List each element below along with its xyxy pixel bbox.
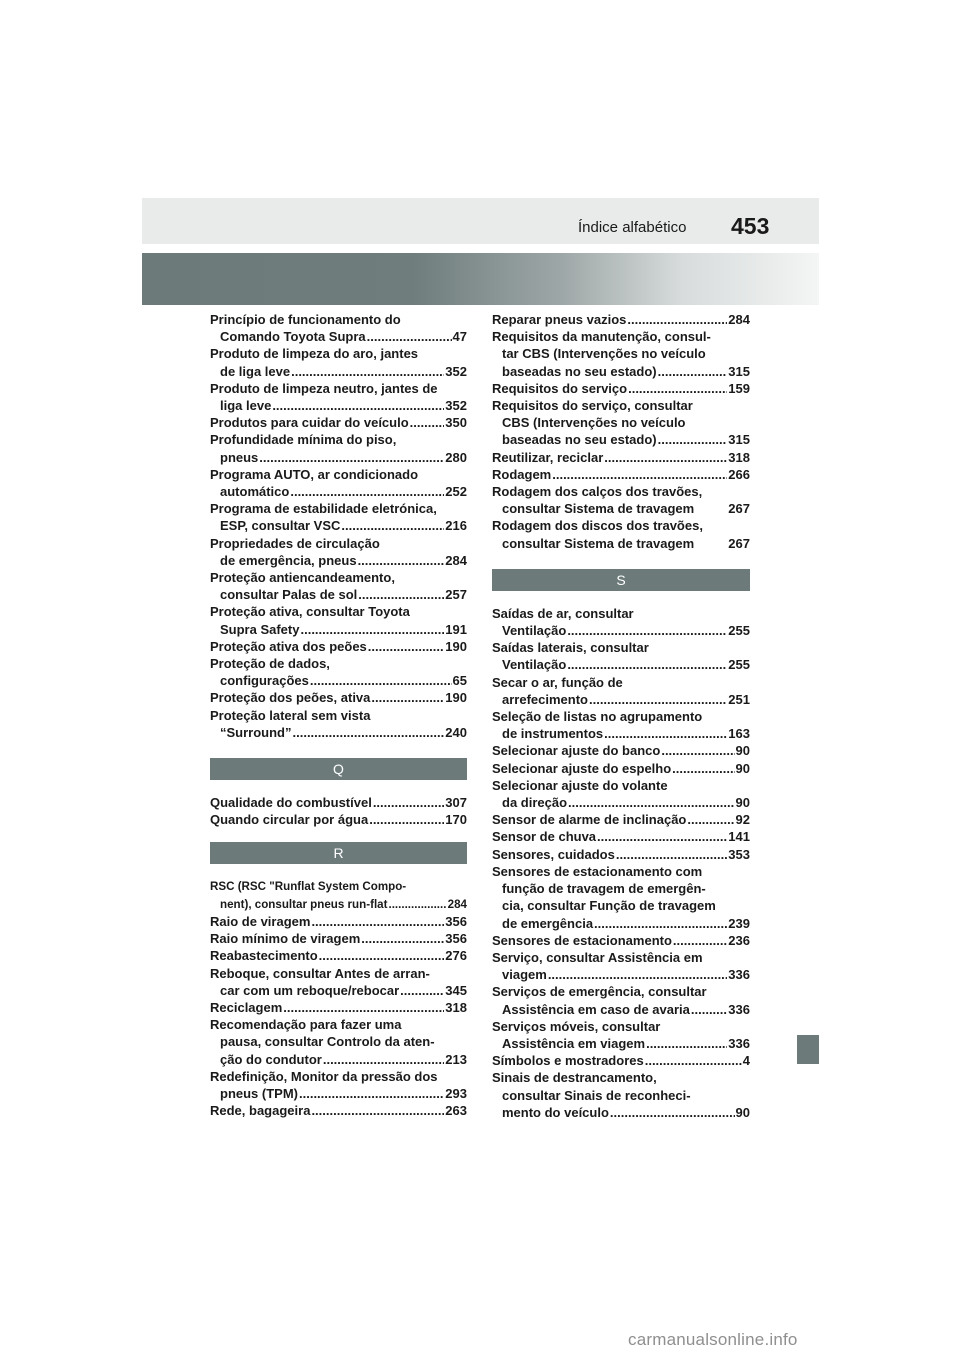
page-number: 453: [731, 213, 770, 239]
entry-term: consultar Sistema de travagem: [502, 501, 695, 517]
entry-term: Supra Safety: [220, 621, 300, 637]
index-entry: [210, 689, 467, 706]
entry-term: RSC (RSC "Runflat System Compo-: [210, 880, 407, 894]
index-entry: [492, 949, 750, 983]
leader-dots: [658, 363, 728, 380]
entry-page-number: 251: [728, 691, 750, 707]
entry-term: consultar Sistema de travagem: [502, 535, 695, 551]
leader-dots: [672, 760, 734, 777]
entry-term: Ventilação: [502, 623, 567, 639]
entry-term: Seleção de listas no agrupamento: [492, 709, 703, 725]
entry-term: Produto de limpeza do aro, jantes: [210, 346, 419, 362]
entry-term: Rodagem: [492, 466, 552, 482]
leader-dots: [691, 1001, 727, 1018]
index-entry: [210, 569, 467, 603]
entry-term: de emergência, pneus: [220, 552, 357, 568]
entry-term: Sensores, cuidados: [492, 846, 615, 862]
index-entry: [210, 930, 467, 947]
leader-dots: [319, 947, 445, 964]
index-entry: [210, 345, 467, 379]
entry-term: Rede, bagageira: [210, 1103, 311, 1119]
entry-page-number: 90: [735, 795, 750, 811]
index-entry: [492, 517, 750, 551]
leader-dots: [291, 363, 444, 380]
index-entry: [210, 913, 467, 930]
entry-term: viagem: [502, 967, 547, 983]
entry-term: Proteção antiencandeamento,: [210, 570, 395, 586]
leader-dots: [658, 431, 728, 448]
index-entry: [492, 605, 750, 639]
entry-term: da direção: [502, 795, 568, 811]
entry-term: liga leve: [220, 398, 272, 414]
index-entry: [210, 811, 467, 828]
leader-dots: [293, 724, 445, 741]
entry-page-number: 216: [445, 518, 467, 534]
chapter-side-tab: [797, 1035, 819, 1064]
leader-dots: [687, 811, 734, 828]
index-entry: [492, 1018, 750, 1052]
entry-term: Assistência em viagem: [502, 1035, 646, 1051]
entry-page-number: 266: [728, 466, 750, 482]
entry-term: baseadas no seu estado): [502, 432, 657, 448]
leader-dots: [341, 517, 444, 534]
index-list-r: [210, 878, 467, 1119]
index-entry: [492, 828, 750, 845]
index-entry: [210, 466, 467, 500]
entry-term: CBS (Intervenções no veículo: [502, 415, 686, 431]
entry-page-number: 141: [728, 829, 750, 845]
leader-dots: [299, 1085, 444, 1102]
index-entry: [492, 674, 750, 708]
index-entry: [210, 794, 467, 811]
entry-term: Requisitos da manutenção, consul-: [492, 329, 711, 345]
entry-page-number: 267: [728, 535, 750, 551]
index-entry: [210, 603, 467, 637]
index-entry: [210, 707, 467, 741]
entry-term: de liga leve: [220, 363, 291, 379]
entry-term: Selecionar ajuste do espelho: [492, 760, 672, 776]
watermark: carmanualsonline.info: [628, 1330, 798, 1349]
entry-term: Programa AUTO, ar condicionado: [210, 466, 419, 482]
index-entry: [210, 311, 467, 345]
entry-page-number: 92: [735, 812, 750, 828]
entry-term: nent), consultar pneus run-flat: [220, 897, 388, 911]
entry-term: Requisitos do serviço, consultar: [492, 398, 693, 414]
index-entry: [492, 983, 750, 1017]
entry-term: Selecionar ajuste do banco: [492, 743, 661, 759]
entry-page-number: 350: [445, 415, 467, 431]
index-column-left: [210, 311, 467, 1119]
entry-term: Reutilizar, reciclar: [492, 449, 604, 465]
entry-page-number: 159: [728, 380, 750, 396]
entry-term: ção do condutor: [220, 1051, 322, 1067]
leader-dots: [627, 311, 727, 328]
entry-term: car com um reboque/rebocar: [220, 982, 400, 998]
entry-page-number: 356: [445, 913, 467, 929]
entry-term: Quando circular por água: [210, 812, 369, 828]
entry-page-number: 4: [742, 1053, 750, 1069]
entry-term: Requisitos do serviço: [492, 380, 628, 396]
entry-term: Comando Toyota Supra: [220, 329, 366, 345]
entry-term: mento do veículo: [502, 1104, 609, 1120]
entry-page-number: 255: [728, 623, 750, 639]
index-entry: [492, 708, 750, 742]
index-entry: [210, 655, 467, 689]
index-entry: [210, 414, 467, 431]
entry-term: Proteção ativa, consultar Toyota: [210, 604, 410, 620]
entry-page-number: 190: [445, 638, 467, 654]
leader-dots: [604, 449, 727, 466]
leader-dots: [410, 414, 445, 431]
entry-term: tar CBS (Intervenções no veículo: [502, 346, 706, 362]
entry-term: “Surround”: [220, 724, 292, 740]
leader-dots: [594, 915, 727, 932]
leader-dots: [283, 999, 444, 1016]
entry-term: consultar Palas de sol: [220, 587, 358, 603]
entry-term: baseadas no seu estado): [502, 363, 657, 379]
leader-dots: [388, 896, 446, 913]
entry-term: Redefinição, Monitor da pressão dos: [210, 1068, 438, 1084]
entry-page-number: 240: [445, 724, 467, 740]
index-entry: [210, 431, 467, 465]
entry-term: de emergência: [502, 915, 594, 931]
entry-term: Reciclagem: [210, 999, 283, 1015]
entry-term: Secar o ar, função de: [492, 674, 623, 690]
index-entry: [492, 639, 750, 673]
index-entry: [492, 311, 750, 328]
entry-page-number: 276: [445, 948, 467, 964]
leader-dots: [567, 622, 727, 639]
leader-dots: [311, 1102, 444, 1119]
leader-dots: [610, 1104, 735, 1121]
leader-dots: [361, 930, 444, 947]
entry-term: configurações: [220, 673, 309, 689]
entry-term: função de travagem de emergên-: [502, 881, 706, 897]
index-entry: [492, 483, 750, 517]
entry-page-number: 47: [452, 329, 467, 345]
index-entry: [492, 449, 750, 466]
entry-term: Símbolos e mostradores: [492, 1053, 644, 1069]
entry-page-number: 284: [447, 897, 467, 911]
entry-page-number: 318: [445, 999, 467, 1015]
entry-page-number: 315: [728, 363, 750, 379]
entry-page-number: 255: [728, 657, 750, 673]
entry-term: de instrumentos: [502, 726, 604, 742]
entry-page-number: 336: [728, 967, 750, 983]
entry-term: Sinais de destrancamento,: [492, 1070, 657, 1086]
entry-term: pneus (TPM): [220, 1085, 298, 1101]
index-entry: [492, 742, 750, 759]
section-gradient-band: [142, 253, 819, 305]
leader-dots: [272, 397, 444, 414]
index-entry: [210, 1102, 467, 1119]
page-title: Índice alfabético: [578, 219, 687, 236]
entry-term: Ventilação: [502, 657, 567, 673]
entry-term: Reabastecimento: [210, 948, 318, 964]
entry-term: Raio de viragem: [210, 913, 311, 929]
index-list-r-cont: [492, 311, 750, 552]
leader-dots: [597, 828, 727, 845]
leader-dots: [661, 742, 734, 759]
leader-dots: [367, 328, 452, 345]
entry-page-number: 318: [728, 449, 750, 465]
entry-page-number: 336: [728, 1035, 750, 1051]
index-entry: [210, 878, 467, 912]
entry-term: Rodagem dos calços dos travões,: [492, 484, 703, 500]
section-header-r: R: [210, 842, 467, 864]
index-entry: [210, 947, 467, 964]
entry-term: Qualidade do combustível: [210, 795, 372, 811]
entry-page-number: 236: [728, 932, 750, 948]
entry-term: Reboque, consultar Antes de arran-: [210, 965, 430, 981]
entry-page-number: 353: [728, 846, 750, 862]
index-entry: [210, 999, 467, 1016]
leader-dots: [673, 932, 727, 949]
entry-page-number: 356: [445, 931, 467, 947]
leader-dots: [323, 1051, 444, 1068]
index-entry: [492, 466, 750, 483]
entry-term: Reparar pneus vazios: [492, 312, 627, 327]
entry-page-number: 213: [445, 1051, 467, 1067]
leader-dots: [548, 966, 727, 983]
entry-page-number: 315: [728, 432, 750, 448]
leader-dots: [616, 846, 727, 863]
header-band: [142, 198, 819, 244]
leader-dots: [604, 725, 727, 742]
index-list-q: [210, 794, 467, 828]
leader-dots: [646, 1035, 727, 1052]
index-entry: [210, 500, 467, 534]
entry-term: Profundidade mínima do piso,: [210, 432, 397, 448]
leader-dots: [568, 794, 735, 811]
entry-term: Propriedades de circulação: [210, 535, 380, 551]
index-entry: [492, 1069, 750, 1121]
entry-page-number: 293: [445, 1085, 467, 1101]
entry-page-number: 336: [728, 1001, 750, 1017]
entry-term: Produto de limpeza neutro, jantes de: [210, 380, 438, 396]
index-list-p: [210, 311, 467, 741]
index-entry: [492, 328, 750, 380]
entry-term: ESP, consultar VSC: [220, 518, 341, 534]
index-entry: [492, 863, 750, 932]
entry-page-number: 90: [735, 1104, 750, 1120]
entry-page-number: 191: [445, 621, 467, 637]
index-entry: [210, 638, 467, 655]
leader-dots: [371, 689, 444, 706]
leader-dots: [400, 982, 444, 999]
index-entry: [210, 535, 467, 569]
entry-term: Selecionar ajuste do volante: [492, 777, 668, 793]
entry-term: consultar Sinais de reconheci-: [502, 1087, 691, 1103]
index-entry: [210, 965, 467, 999]
entry-term: Rodagem dos discos dos travões,: [492, 518, 703, 534]
index-entry: [492, 1052, 750, 1069]
index-entry: [492, 811, 750, 828]
entry-page-number: 280: [445, 449, 467, 465]
entry-term: Raio mínimo de viragem: [210, 931, 361, 947]
entry-page-number: 284: [728, 312, 750, 327]
leader-dots: [373, 794, 444, 811]
leader-dots: [552, 466, 727, 483]
leader-dots: [358, 552, 445, 569]
index-column-right: [492, 311, 750, 1121]
index-entry: [492, 932, 750, 949]
leader-dots: [645, 1052, 742, 1069]
entry-page-number: 352: [445, 398, 467, 414]
entry-term: Programa de estabilidade eletrónica,: [210, 501, 437, 517]
entry-term: Produtos para cuidar do veículo: [210, 415, 409, 431]
leader-dots: [300, 621, 444, 638]
leader-dots: [358, 586, 444, 603]
entry-page-number: 170: [445, 812, 467, 828]
entry-page-number: 267: [728, 501, 750, 517]
entry-page-number: 257: [445, 587, 467, 603]
entry-page-number: 90: [735, 743, 750, 759]
entry-page-number: 263: [445, 1103, 467, 1119]
entry-term: Serviços móveis, consultar: [492, 1018, 661, 1034]
leader-dots: [369, 811, 444, 828]
entry-term: Sensor de chuva: [492, 829, 597, 845]
entry-term: pausa, consultar Controlo da aten-: [220, 1034, 435, 1050]
index-entry: [492, 380, 750, 397]
index-entry: [492, 760, 750, 777]
entry-term: Proteção dos peões, ativa: [210, 690, 371, 706]
entry-term: Assistência em caso de avaria: [502, 1001, 690, 1017]
entry-term: Saídas laterais, consultar: [492, 640, 649, 656]
index-entry: [210, 1068, 467, 1102]
index-entry: [210, 380, 467, 414]
section-header-s: S: [492, 569, 750, 591]
leader-dots: [368, 638, 445, 655]
index-entry: [492, 397, 750, 449]
entry-page-number: 284: [445, 552, 467, 568]
entry-page-number: 90: [735, 760, 750, 776]
entry-term: Sensor de alarme de inclinação: [492, 812, 687, 828]
entry-term: Saídas de ar, consultar: [492, 605, 634, 621]
entry-page-number: 190: [445, 690, 467, 706]
entry-term: Serviços de emergência, consultar: [492, 984, 707, 1000]
leader-dots: [567, 656, 727, 673]
entry-page-number: 239: [728, 915, 750, 931]
leader-dots: [628, 380, 727, 397]
leader-dots: [290, 483, 444, 500]
entry-page-number: 65: [452, 673, 467, 689]
entry-term: Sensores de estacionamento com: [492, 863, 703, 879]
entry-term: cia, consultar Função de travagem: [502, 898, 716, 914]
section-header-q: Q: [210, 758, 467, 780]
entry-term: Proteção de dados,: [210, 656, 330, 672]
leader-dots: [589, 691, 727, 708]
entry-page-number: 163: [728, 726, 750, 742]
entry-page-number: 307: [445, 795, 467, 811]
entry-term: Sensores de estacionamento: [492, 932, 672, 948]
entry-term: pneus: [220, 449, 259, 465]
entry-page-number: 345: [445, 982, 467, 998]
entry-term: Serviço, consultar Assistência em: [492, 949, 703, 965]
entry-term: arrefecimento: [502, 691, 588, 707]
leader-dots: [259, 449, 444, 466]
entry-term: Princípio de funcionamento do: [210, 312, 401, 327]
entry-term: Proteção lateral sem vista: [210, 707, 371, 723]
entry-term: Proteção ativa dos peões: [210, 638, 367, 654]
index-entry: [492, 777, 750, 811]
index-list-s: [492, 605, 750, 1121]
entry-term: automático: [220, 484, 290, 500]
index-entry: [492, 846, 750, 863]
entry-page-number: 252: [445, 484, 467, 500]
entry-term: Recomendação para fazer uma: [210, 1017, 402, 1033]
leader-dots: [311, 913, 444, 930]
leader-dots: [310, 672, 452, 689]
entry-page-number: 352: [445, 363, 467, 379]
index-entry: [210, 1016, 467, 1068]
